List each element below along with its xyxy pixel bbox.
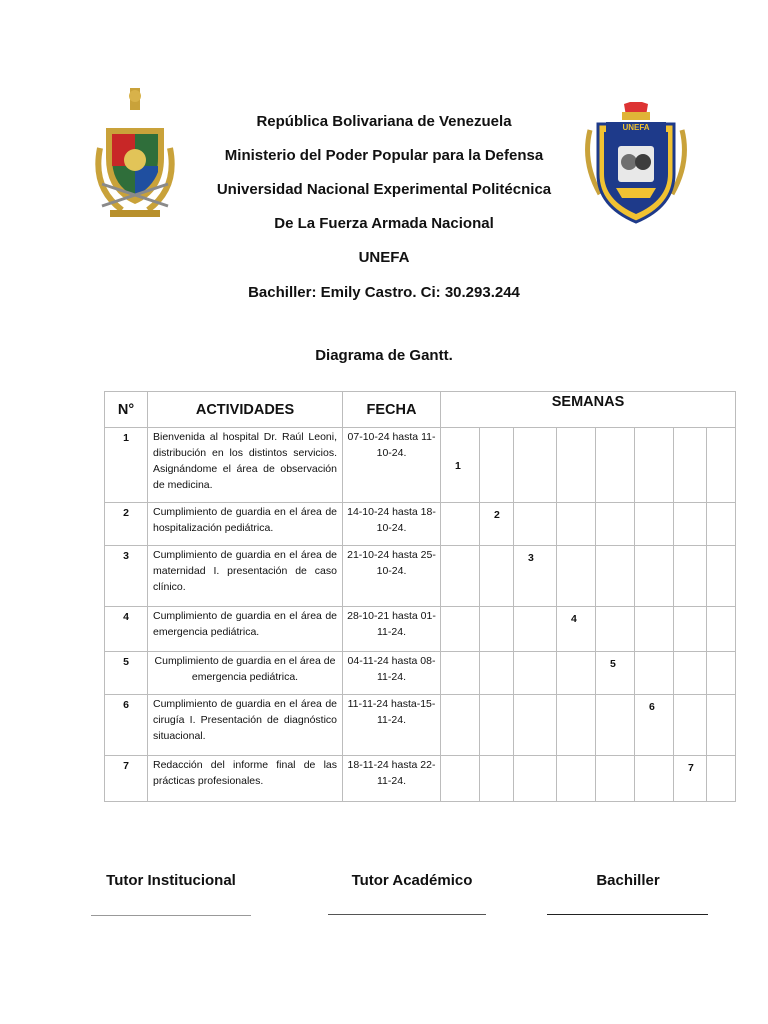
- week-cell: [635, 503, 674, 546]
- week-cell: [707, 503, 736, 546]
- unefa-banner-text: UNEFA: [622, 123, 650, 132]
- week-cell: [441, 428, 480, 503]
- signature-line-bachiller: [547, 914, 708, 915]
- week-cell: [557, 695, 596, 756]
- row-activity: Cumplimiento de guardia en el área de emergencia pediátrica.: [148, 652, 343, 695]
- week-cell: [596, 652, 635, 695]
- week-cell: [707, 695, 736, 756]
- week-cell: [514, 695, 557, 756]
- header-student: Bachiller: Emily Castro. Ci: 30.293.244: [248, 284, 520, 301]
- table-row: [105, 695, 736, 756]
- signature-label-institutional-tutor: Tutor Institucional: [106, 872, 236, 889]
- week-cell: [596, 607, 635, 652]
- week-cell: [480, 756, 514, 802]
- row-activity: Cumplimiento de guardia en el área de hospitalización pediátrica.: [148, 503, 343, 546]
- week-cell: [635, 428, 674, 503]
- row-activity: Cumplimiento de guardia en el área de cirugía I. Presentación de diagnóstico situacional.: [148, 695, 343, 756]
- row-number: 1: [105, 428, 148, 503]
- header-acronym: UNEFA: [358, 249, 410, 266]
- week-cell: [635, 652, 674, 695]
- week-marker: 7: [688, 762, 694, 774]
- header-armed-forces: De La Fuerza Armada Nacional: [274, 215, 494, 232]
- week-cell: [596, 546, 635, 607]
- week-cell: [557, 428, 596, 503]
- week-cell: [514, 607, 557, 652]
- row-date: 07-10-24 hasta 11-10-24.: [343, 428, 441, 503]
- week-cell: [674, 652, 707, 695]
- row-number: 5: [105, 652, 148, 695]
- week-cell: [557, 503, 596, 546]
- week-marker: 6: [649, 701, 655, 713]
- col-header-date: FECHA: [343, 392, 441, 428]
- week-cell: [707, 652, 736, 695]
- week-cell: [707, 546, 736, 607]
- row-date: 21-10-24 hasta 25-10-24.: [343, 546, 441, 607]
- row-date: 18-11-24 hasta 22-11-24.: [343, 756, 441, 802]
- week-cell: [514, 652, 557, 695]
- week-cell: [480, 695, 514, 756]
- week-cell: [596, 503, 635, 546]
- week-cell: [635, 546, 674, 607]
- week-cell: [707, 428, 736, 503]
- row-number: 7: [105, 756, 148, 802]
- header-country: República Bolivariana de Venezuela: [256, 113, 512, 130]
- gantt-table: [104, 391, 736, 802]
- week-cell: [514, 756, 557, 802]
- week-cell: [674, 546, 707, 607]
- week-cell: [635, 695, 674, 756]
- week-cell: [635, 607, 674, 652]
- row-date: 04-11-24 hasta 08-11-24.: [343, 652, 441, 695]
- col-header-weeks: SEMANAS: [441, 392, 736, 428]
- table-row: [105, 607, 736, 652]
- week-cell: [441, 546, 480, 607]
- week-cell: [480, 546, 514, 607]
- row-date: 14-10-24 hasta 18-10-24.: [343, 503, 441, 546]
- week-cell: [557, 607, 596, 652]
- week-cell: [480, 607, 514, 652]
- week-cell: [480, 428, 514, 503]
- week-cell: [674, 503, 707, 546]
- week-cell: [557, 652, 596, 695]
- week-cell: [480, 652, 514, 695]
- col-header-number: N°: [105, 392, 148, 428]
- week-cell: [707, 607, 736, 652]
- document-title: Diagrama de Gantt.: [315, 347, 453, 364]
- row-date: 11-11-24 hasta-15-11-24.: [343, 695, 441, 756]
- signature-line-academic-tutor: [328, 914, 486, 915]
- signature-label-academic-tutor: Tutor Académico: [351, 872, 473, 889]
- week-cell: [596, 756, 635, 802]
- table-row: [105, 756, 736, 802]
- row-activity: Bienvenida al hospital Dr. Raúl Leoni, distribución en los distintos servicios. Asignándome el área de observación de medicina.: [148, 428, 343, 503]
- week-cell: [441, 607, 480, 652]
- signature-line-institutional-tutor: [91, 915, 251, 916]
- signature-label-bachiller: Bachiller: [596, 872, 660, 889]
- table-row: [105, 428, 736, 503]
- row-activity: Cumplimiento de guardia en el área de emergencia pediátrica.: [148, 607, 343, 652]
- week-cell: [480, 503, 514, 546]
- gantt-rows: [105, 428, 736, 802]
- row-date: 28-10-21 hasta 01-11-24.: [343, 607, 441, 652]
- week-cell: [674, 607, 707, 652]
- header-university: Universidad Nacional Experimental Politécnica: [216, 181, 552, 198]
- row-number: 6: [105, 695, 148, 756]
- week-marker: 3: [528, 552, 534, 564]
- week-cell: [557, 756, 596, 802]
- week-marker: 1: [455, 460, 461, 472]
- week-cell: [514, 546, 557, 607]
- week-cell: [707, 756, 736, 802]
- week-cell: [596, 428, 635, 503]
- row-activity: Cumplimiento de guardia en el área de maternidad I. presentación de caso clínico.: [148, 546, 343, 607]
- week-cell: [441, 503, 480, 546]
- row-number: 2: [105, 503, 148, 546]
- col-header-activities: ACTIVIDADES: [148, 392, 343, 428]
- week-cell: [441, 695, 480, 756]
- week-cell: [441, 652, 480, 695]
- row-number: 3: [105, 546, 148, 607]
- week-marker: 4: [571, 613, 577, 625]
- week-cell: [674, 756, 707, 802]
- week-cell: [674, 428, 707, 503]
- table-row: [105, 503, 736, 546]
- table-row: [105, 652, 736, 695]
- week-marker: 2: [494, 509, 500, 521]
- week-cell: [514, 428, 557, 503]
- row-activity: Redacción del informe final de las prácticas profesionales.: [148, 756, 343, 802]
- week-cell: [514, 503, 557, 546]
- row-number: 4: [105, 607, 148, 652]
- table-header-row: [105, 392, 736, 428]
- week-cell: [674, 695, 707, 756]
- week-cell: [596, 695, 635, 756]
- week-cell: [557, 546, 596, 607]
- week-marker: 5: [610, 658, 616, 670]
- week-cell: [635, 756, 674, 802]
- week-cell: [441, 756, 480, 802]
- header-ministry: Ministerio del Poder Popular para la Defensa: [224, 147, 544, 164]
- table-row: [105, 546, 736, 607]
